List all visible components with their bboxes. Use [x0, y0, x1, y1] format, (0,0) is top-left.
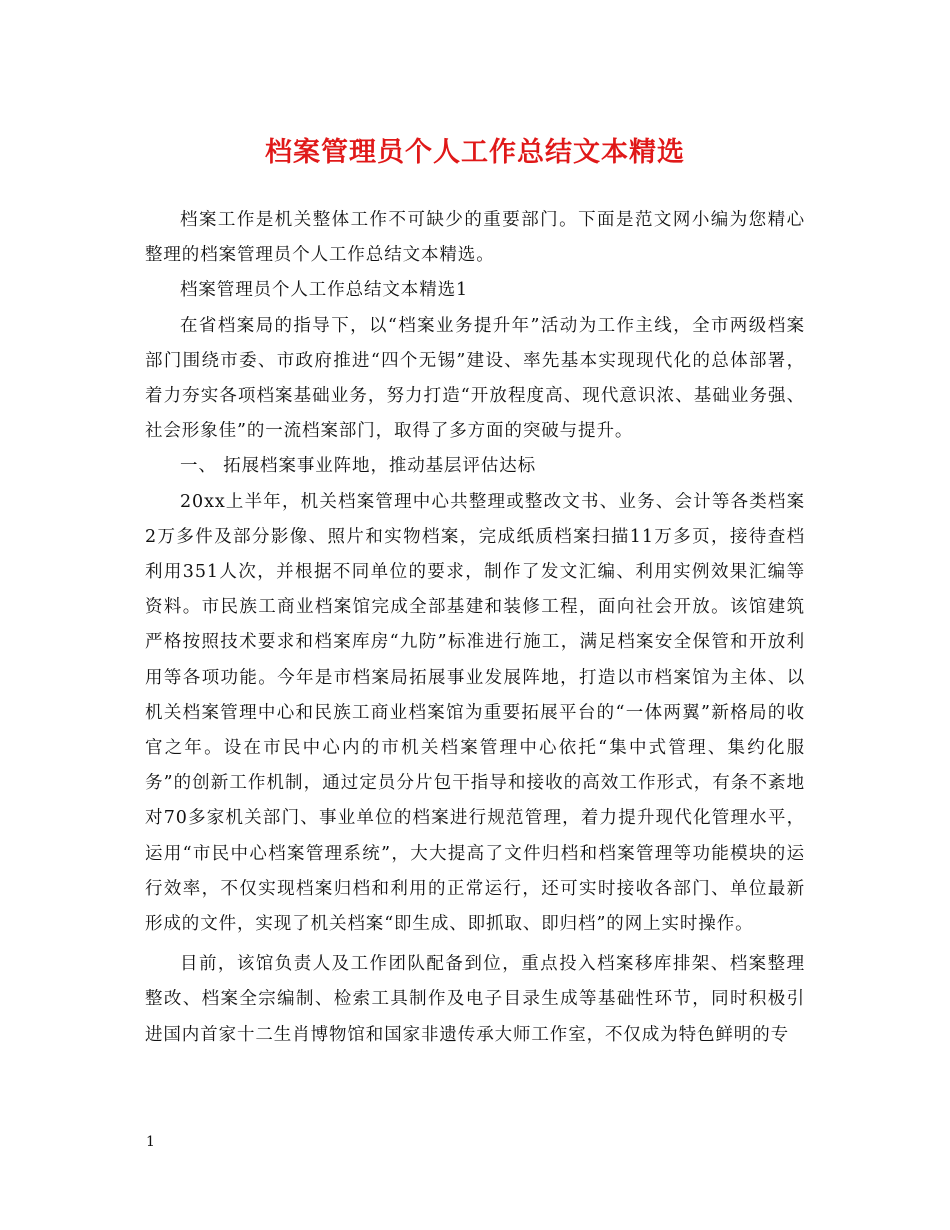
document-title: 档案管理员个人工作总结文本精选 — [265, 137, 685, 168]
intro-paragraph: 档案工作是机关整体工作不可缺少的重要部门。下面是范文网小编为您精心整理的档案管理员个人工作总结文本精选。 — [145, 210, 805, 266]
detail-paragraph: 20xx上半年，机关档案管理中心共整理或整改文书、业务、会计等各类档案2万多件及部分影像、照片和实物档案，完成纸质档案扫描11万多页，接待查档利用351人次，并根据不同单位的要求，制作了发文汇编、利用实例效果汇编等资料。市民族工商业档案馆完成全部基建和装修工程，面向社会开放。该馆建筑严格按照技术要求和档案库房“九防”标准进行施工，满足档案安全保管和开放利用等各项功能。今年是市档案局拓展事业发展阵地，打造以市档案馆为主体、以机关档案管理中心和民族工商业档案馆为重要拓展平台的“一体两翼”新格局的收官之年。设在市民中心内的市机关档案管理中心依托“集中式管理、集约化服务”的创新工作机制，通过定员分片包干指导和接收的高效工作形式，有条不紊地对70多家机关部门、事业单位的档案进行规范管理，着力提升现代化管理水平，运用“市民中心档案管理系统”，大大提高了文件归档和档案管理等功能模块的运行效率，不仅实现档案归档和利用的正常运行，还可实时接收各部门、单位最新形成的文件，实现了机关档案“即生成、即抓取、即归档”的网上实时操作。 — [145, 491, 805, 935]
document-body — [145, 203, 805, 1053]
page-number: 1 — [146, 1134, 155, 1150]
current-status-paragraph: 目前，该馆负责人及工作团队配备到位，重点投入档案移库排架、档案整理整改、档案全宗编制、检索工具制作及电子目录生成等基础性环节，同时积极引进国内首家十二生肖博物馆和国家非遗传承大师工作室，不仅成为特色鲜明的专 — [145, 954, 805, 1045]
overview-paragraph: 在省档案局的指导下，以“档案业务提升年”活动为工作主线，全市两级档案部门围绕市委、市政府推进“四个无锡”建设、率先基本实现现代化的总体部署，着力夯实各项档案基础业务，努力打造“开放程度高、现代意识浓、基础业务强、社会形象佳”的一流档案部门，取得了多方面的突破与提升。 — [145, 315, 805, 442]
section-heading: 档案管理员个人工作总结文本精选1 — [180, 280, 469, 301]
subsection-heading: 一、 拓展档案事业阵地，推动基层评估达标 — [180, 456, 537, 477]
